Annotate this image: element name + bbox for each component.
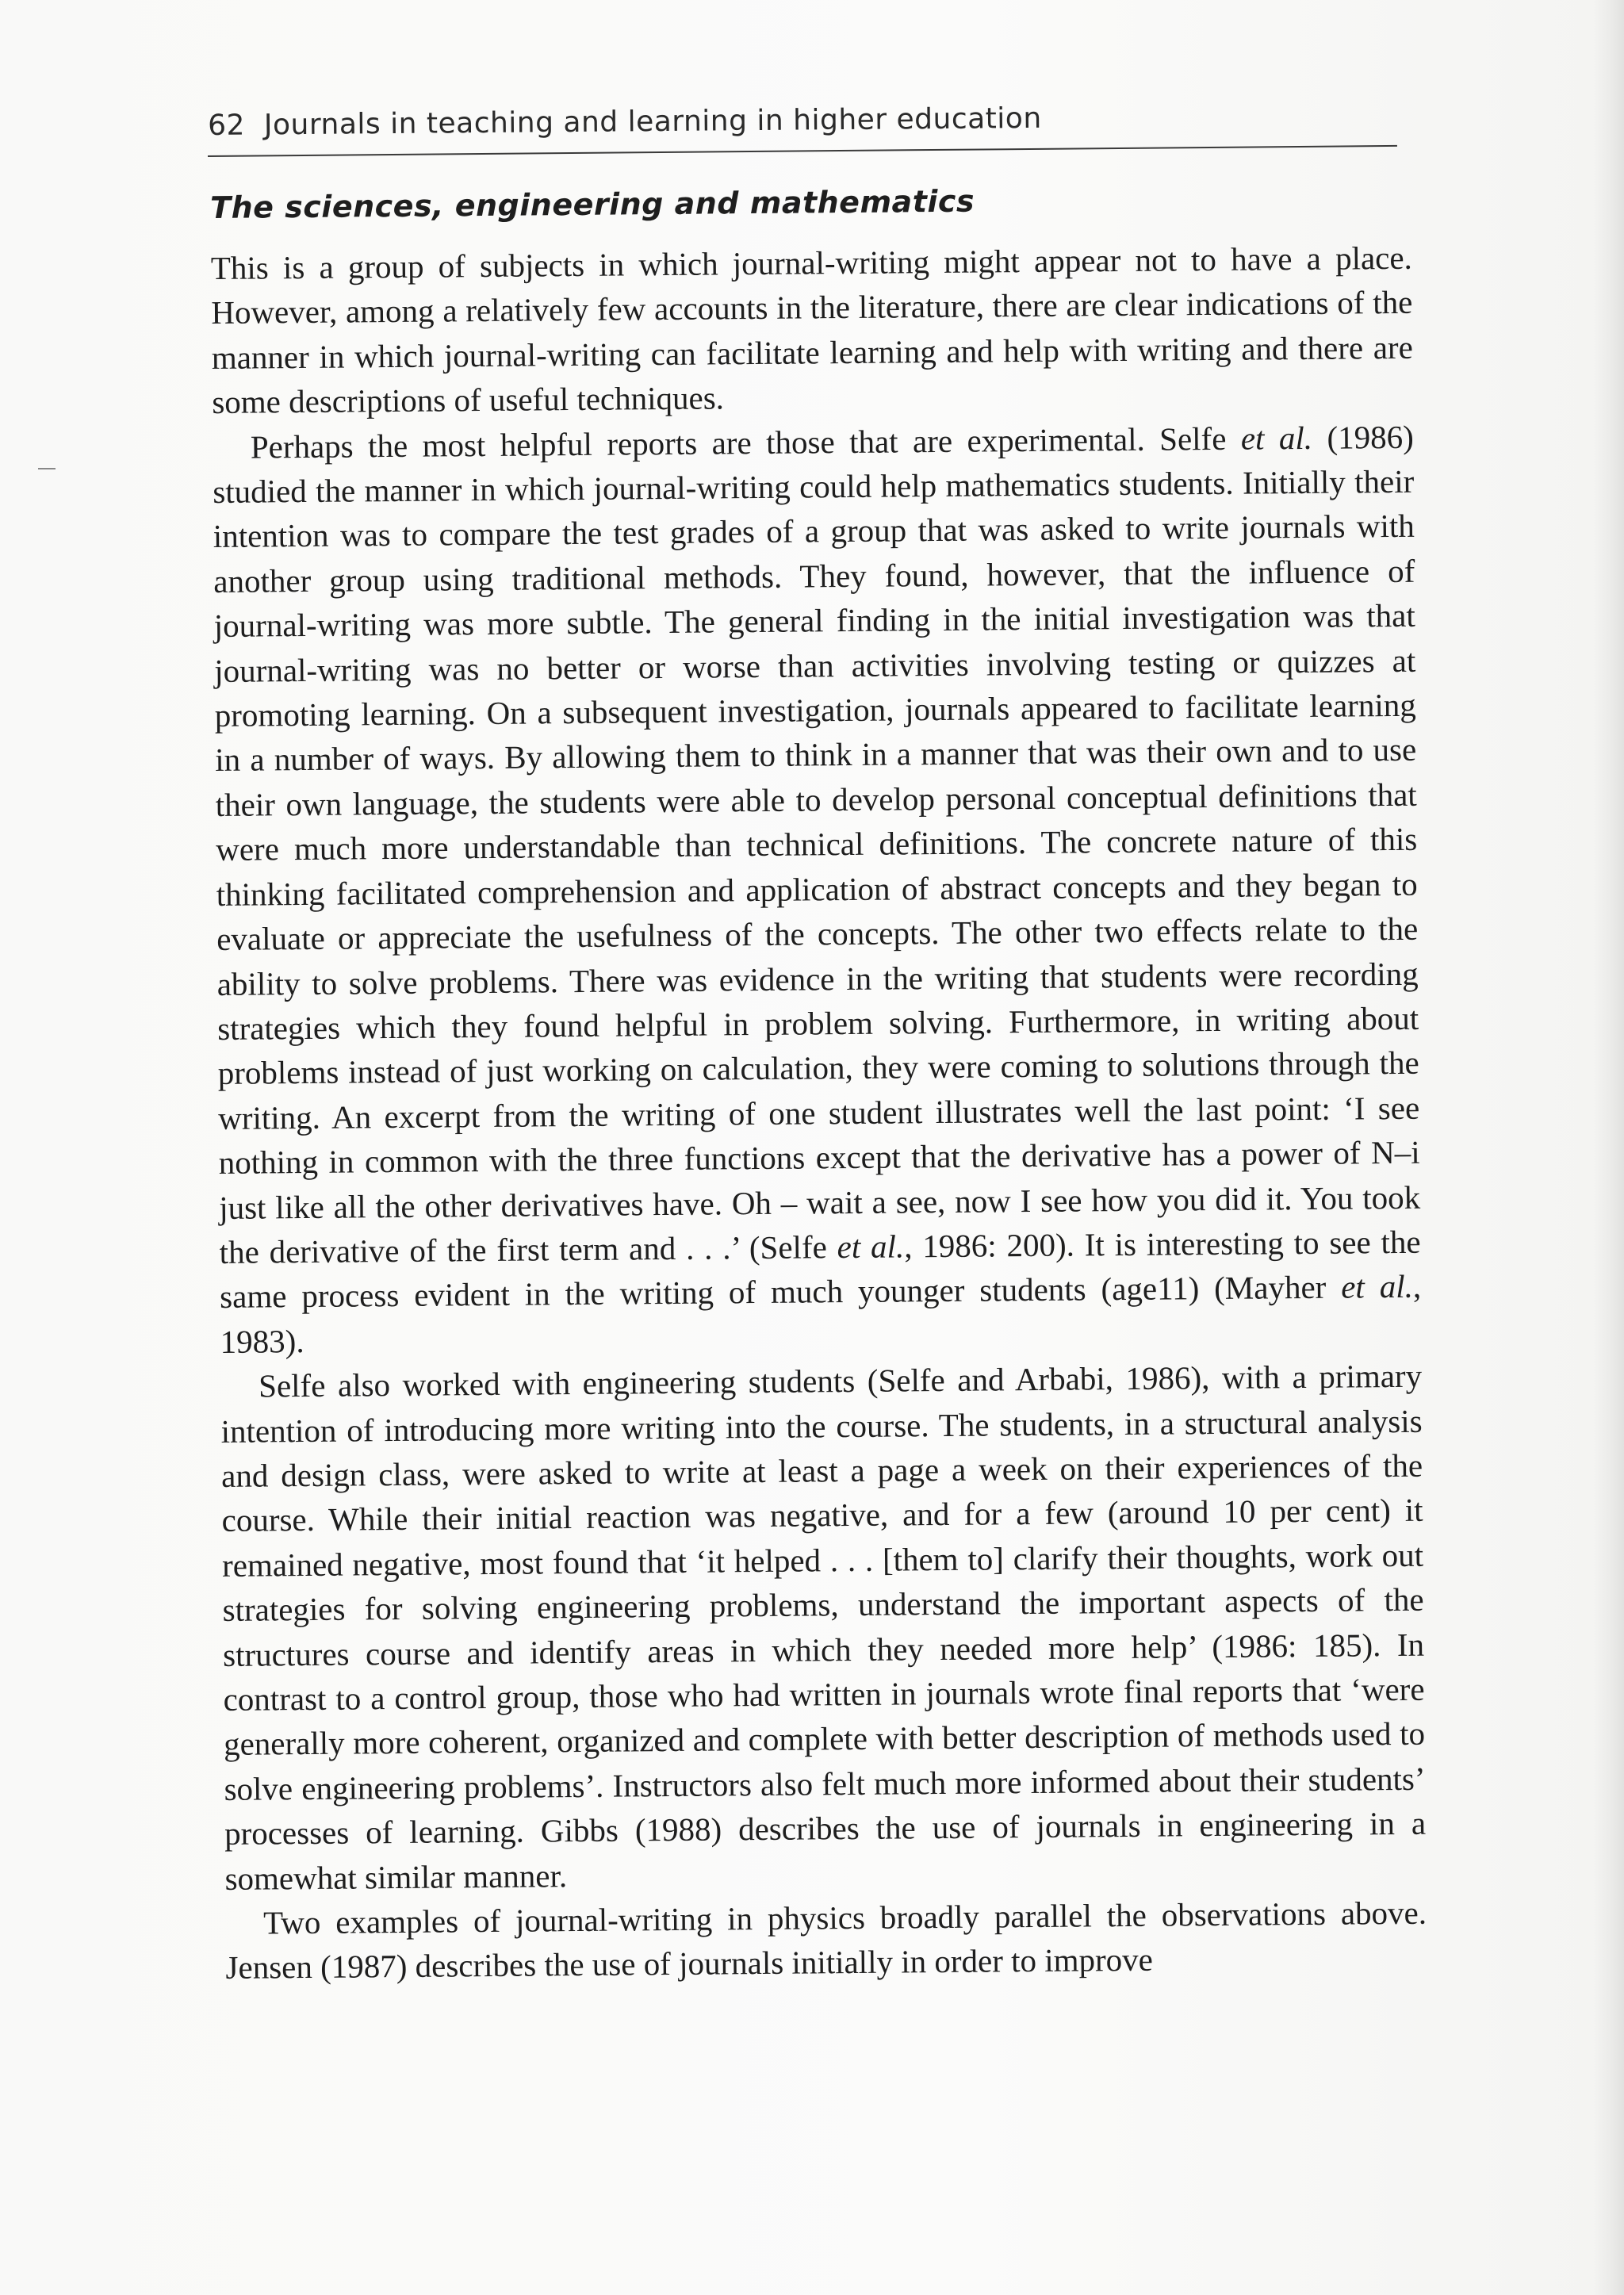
paragraph-2-italic-c: et al. bbox=[1341, 1268, 1414, 1305]
page-edge-shadow bbox=[1592, 0, 1624, 2295]
page-body bbox=[210, 180, 1427, 1990]
page-number: 62 bbox=[208, 109, 246, 142]
margin-mark bbox=[38, 468, 56, 469]
paragraph-2-text-b: (1986) studied the manner in which journal-writing could help mathematics students. Initially their intention was to compare the test grades of a group that was asked to write journals with another group using traditional methods. They found, however, that the influence of journal-writing was more subtle. The general finding in the initial investigation was that journal-writing was no better or worse than activities involving testing or quizzes at promoting learning. On a subsequent investigation, journals appeared to facilitate learning in a number of ways. By allowing them to think in a manner that was their own and to use their own language, the students were able to develop personal conceptual definitions that were much more understandable than technical definitions. The concrete nature of this thinking facilitated comprehension and application of abstract concepts and they began to evaluate or appreciate the usefulness of the concepts. The other two effects relate to the ability to solve problems. There was evidence in the writing that students were recording strategies which they found helpful in problem solving. Furthermore, in writing about problems instead of just working on calculation, they were coming to solutions through the writing. An excerpt from the writing of one student illustrates well the last point: ‘I see nothing in common with the three functions except that the derivative has a power of N–i just like all the other derivatives have. Oh – wait a see, now I see how you did it. You took the derivative of the first term and . . .’ (Selfe bbox=[213, 418, 1421, 1270]
paragraph-2-text-a: Perhaps the most helpful reports are those that are experimental. Selfe bbox=[250, 420, 1242, 466]
paragraph-2-text-d: , 1983). bbox=[220, 1268, 1422, 1360]
running-head-title: Journals in teaching and learning in higher education bbox=[263, 102, 1042, 142]
paragraph-1: This is a group of subjects in which journal-writing might appear not to have a place. However, among a relatively few accounts in the literature, there are clear indications of the manner in which journal-writing can facilitate learning and help with writing and there are some descriptions of useful techniques. bbox=[210, 239, 1413, 421]
header-rule bbox=[208, 145, 1397, 157]
paragraph-2-italic-b: et al. bbox=[837, 1228, 905, 1266]
paragraph-2-italic-a: et al. bbox=[1240, 419, 1313, 457]
running-head bbox=[208, 99, 1397, 142]
section-heading: The sciences, engineering and mathematics bbox=[210, 183, 975, 225]
paragraph-2 bbox=[213, 414, 1422, 1364]
paragraph-3: Selfe also worked with engineering students (Selfe and Arbabi, 1986), with a primary intention of introducing more writing into the course. The students, in a structural analysis and design class, were asked to write at least a page a week on their experiences of the course. While their initial reaction was negative, and for a few (around 10 per cent) it remained negative, most found that ‘it helped . . . [them to] clarify their thoughts, work out strategies for solving engineering problems, understand the important aspects of the structures course and identify areas in which they needed more help’ (1986: 185). In contrast to a control group, those who had written in journals wrote final reports that ‘were generally more coherent, organized and complete with better description of methods used to solve engineering problems’. Instructors also felt much more informed about their students’ processes of learning. Gibbs (1988) describes the use of journals in engineering in a somewhat similar manner. bbox=[220, 1357, 1427, 1897]
paragraph-4: Two examples of journal-writing in physics broadly parallel the observations above. Jensen (1987) describes the use of journals initially in order to improve bbox=[225, 1894, 1427, 1987]
paragraph-2-text-c: , 1986: 200). It is interesting to see the same process evident in the writing of much younger students (age11) (Mayher bbox=[219, 1223, 1421, 1316]
